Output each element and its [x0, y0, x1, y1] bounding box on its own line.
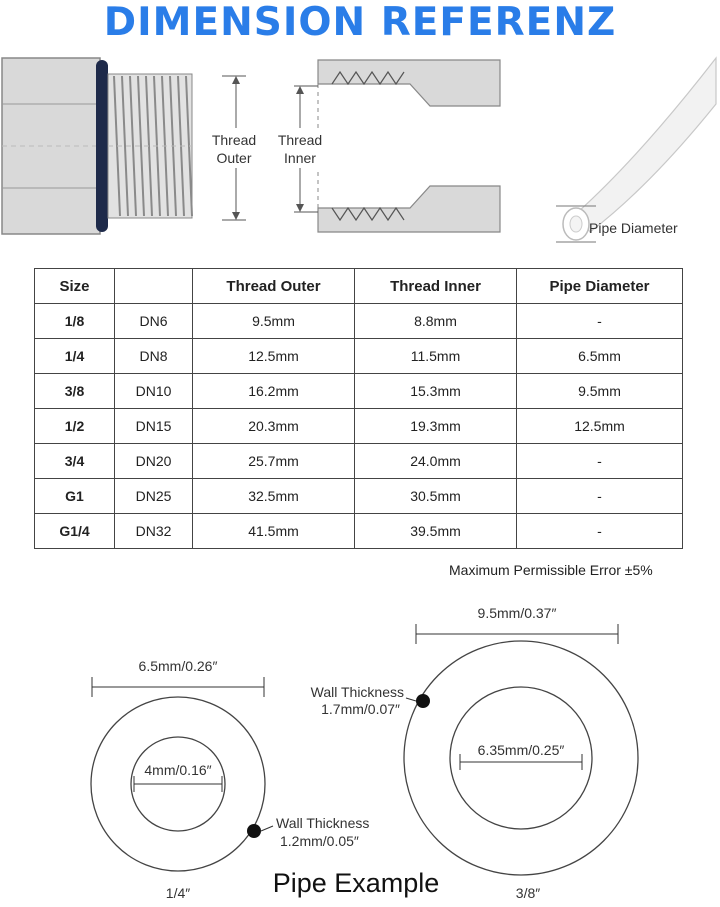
table-header-row	[35, 269, 683, 304]
pipe-large-inner-label: 6.35mm/0.25″	[477, 742, 565, 758]
header-size: Size	[35, 269, 115, 304]
cell-pipe-diameter: 9.5mm	[517, 374, 683, 409]
thread-outer-dimension	[206, 76, 262, 220]
fitting-illustration	[2, 58, 192, 234]
cell-thread-inner: 30.5mm	[355, 479, 517, 514]
cell-pipe-diameter: -	[517, 444, 683, 479]
pipe-large-wall-marker	[416, 694, 430, 708]
cell-size: 1/8	[35, 304, 115, 339]
pipe-small-wall-label: Wall Thickness	[276, 815, 370, 831]
pipe-small-size-label: 1/4″	[165, 885, 191, 901]
cell-size: 1/2	[35, 409, 115, 444]
cell-thread-outer: 41.5mm	[193, 514, 355, 549]
cell-thread-inner: 15.3mm	[355, 374, 517, 409]
cell-size: G1/4	[35, 514, 115, 549]
cell-thread-outer: 25.7mm	[193, 444, 355, 479]
table-row	[35, 374, 683, 409]
thread-inner-label-line2: Inner	[284, 150, 316, 166]
pipe-large-size-label: 3/8″	[515, 885, 541, 901]
cell-pipe-diameter: 6.5mm	[517, 339, 683, 374]
cell-thread-inner: 11.5mm	[355, 339, 517, 374]
pipe-diameter-label: Pipe Diameter	[589, 220, 678, 236]
cell-size: 3/8	[35, 374, 115, 409]
cell-size: 3/4	[35, 444, 115, 479]
table-row	[35, 304, 683, 339]
page-title: DIMENSION REFERENZ	[103, 0, 617, 45]
cell-dn: DN8	[115, 339, 193, 374]
cell-dn: DN6	[115, 304, 193, 339]
cell-pipe-diameter: -	[517, 479, 683, 514]
pipe-illustration	[556, 58, 716, 242]
cell-thread-outer: 16.2mm	[193, 374, 355, 409]
table-row	[35, 514, 683, 549]
cell-pipe-diameter: -	[517, 514, 683, 549]
cell-size: G1	[35, 479, 115, 514]
pipe-small-wall-marker	[247, 824, 261, 838]
thread-outer-label-line2: Outer	[216, 150, 252, 166]
cell-pipe-diameter: 12.5mm	[517, 409, 683, 444]
pipe-example-caption: Pipe Example	[272, 868, 440, 898]
thread-inner-dimension	[274, 86, 326, 212]
table-row	[35, 479, 683, 514]
table-row	[35, 409, 683, 444]
pipe-small-wall-value: 1.2mm/0.05″	[280, 833, 359, 849]
cell-thread-outer: 12.5mm	[193, 339, 355, 374]
thread-diagram	[0, 46, 720, 246]
header-dn	[115, 269, 193, 304]
error-note: Maximum Permissible Error ±5%	[449, 562, 653, 578]
cell-thread-inner: 19.3mm	[355, 409, 517, 444]
cell-dn: DN15	[115, 409, 193, 444]
dimension-table	[34, 268, 683, 549]
cell-thread-outer: 20.3mm	[193, 409, 355, 444]
cell-dn: DN25	[115, 479, 193, 514]
cell-thread-outer: 32.5mm	[193, 479, 355, 514]
cell-pipe-diameter: -	[517, 304, 683, 339]
cell-dn: DN20	[115, 444, 193, 479]
cell-dn: DN10	[115, 374, 193, 409]
header-thread-inner: Thread Inner	[355, 269, 517, 304]
cell-dn: DN32	[115, 514, 193, 549]
cell-size: 1/4	[35, 339, 115, 374]
table-row	[35, 444, 683, 479]
pipe-large-wall-label: Wall Thickness	[310, 684, 404, 700]
pipe-large-outer-label: 9.5mm/0.37″	[477, 605, 557, 621]
female-thread-illustration	[318, 60, 500, 232]
pipe-small-outer-label: 6.5mm/0.26″	[138, 658, 218, 674]
pipe-large-wall-value: 1.7mm/0.07″	[321, 701, 400, 717]
table-row	[35, 339, 683, 374]
thread-outer-label-line1: Thread	[211, 132, 257, 148]
cell-thread-inner: 39.5mm	[355, 514, 517, 549]
pipe-small-inner-label: 4mm/0.16″	[144, 762, 212, 778]
pipe-large	[311, 605, 638, 901]
cell-thread-inner: 24.0mm	[355, 444, 517, 479]
header-thread-outer: Thread Outer	[193, 269, 355, 304]
cell-thread-inner: 8.8mm	[355, 304, 517, 339]
pipe-example-diagram	[0, 590, 720, 907]
header-pipe-diameter: Pipe Diameter	[517, 269, 683, 304]
cell-thread-outer: 9.5mm	[193, 304, 355, 339]
thread-inner-label-line1: Thread	[277, 132, 323, 148]
